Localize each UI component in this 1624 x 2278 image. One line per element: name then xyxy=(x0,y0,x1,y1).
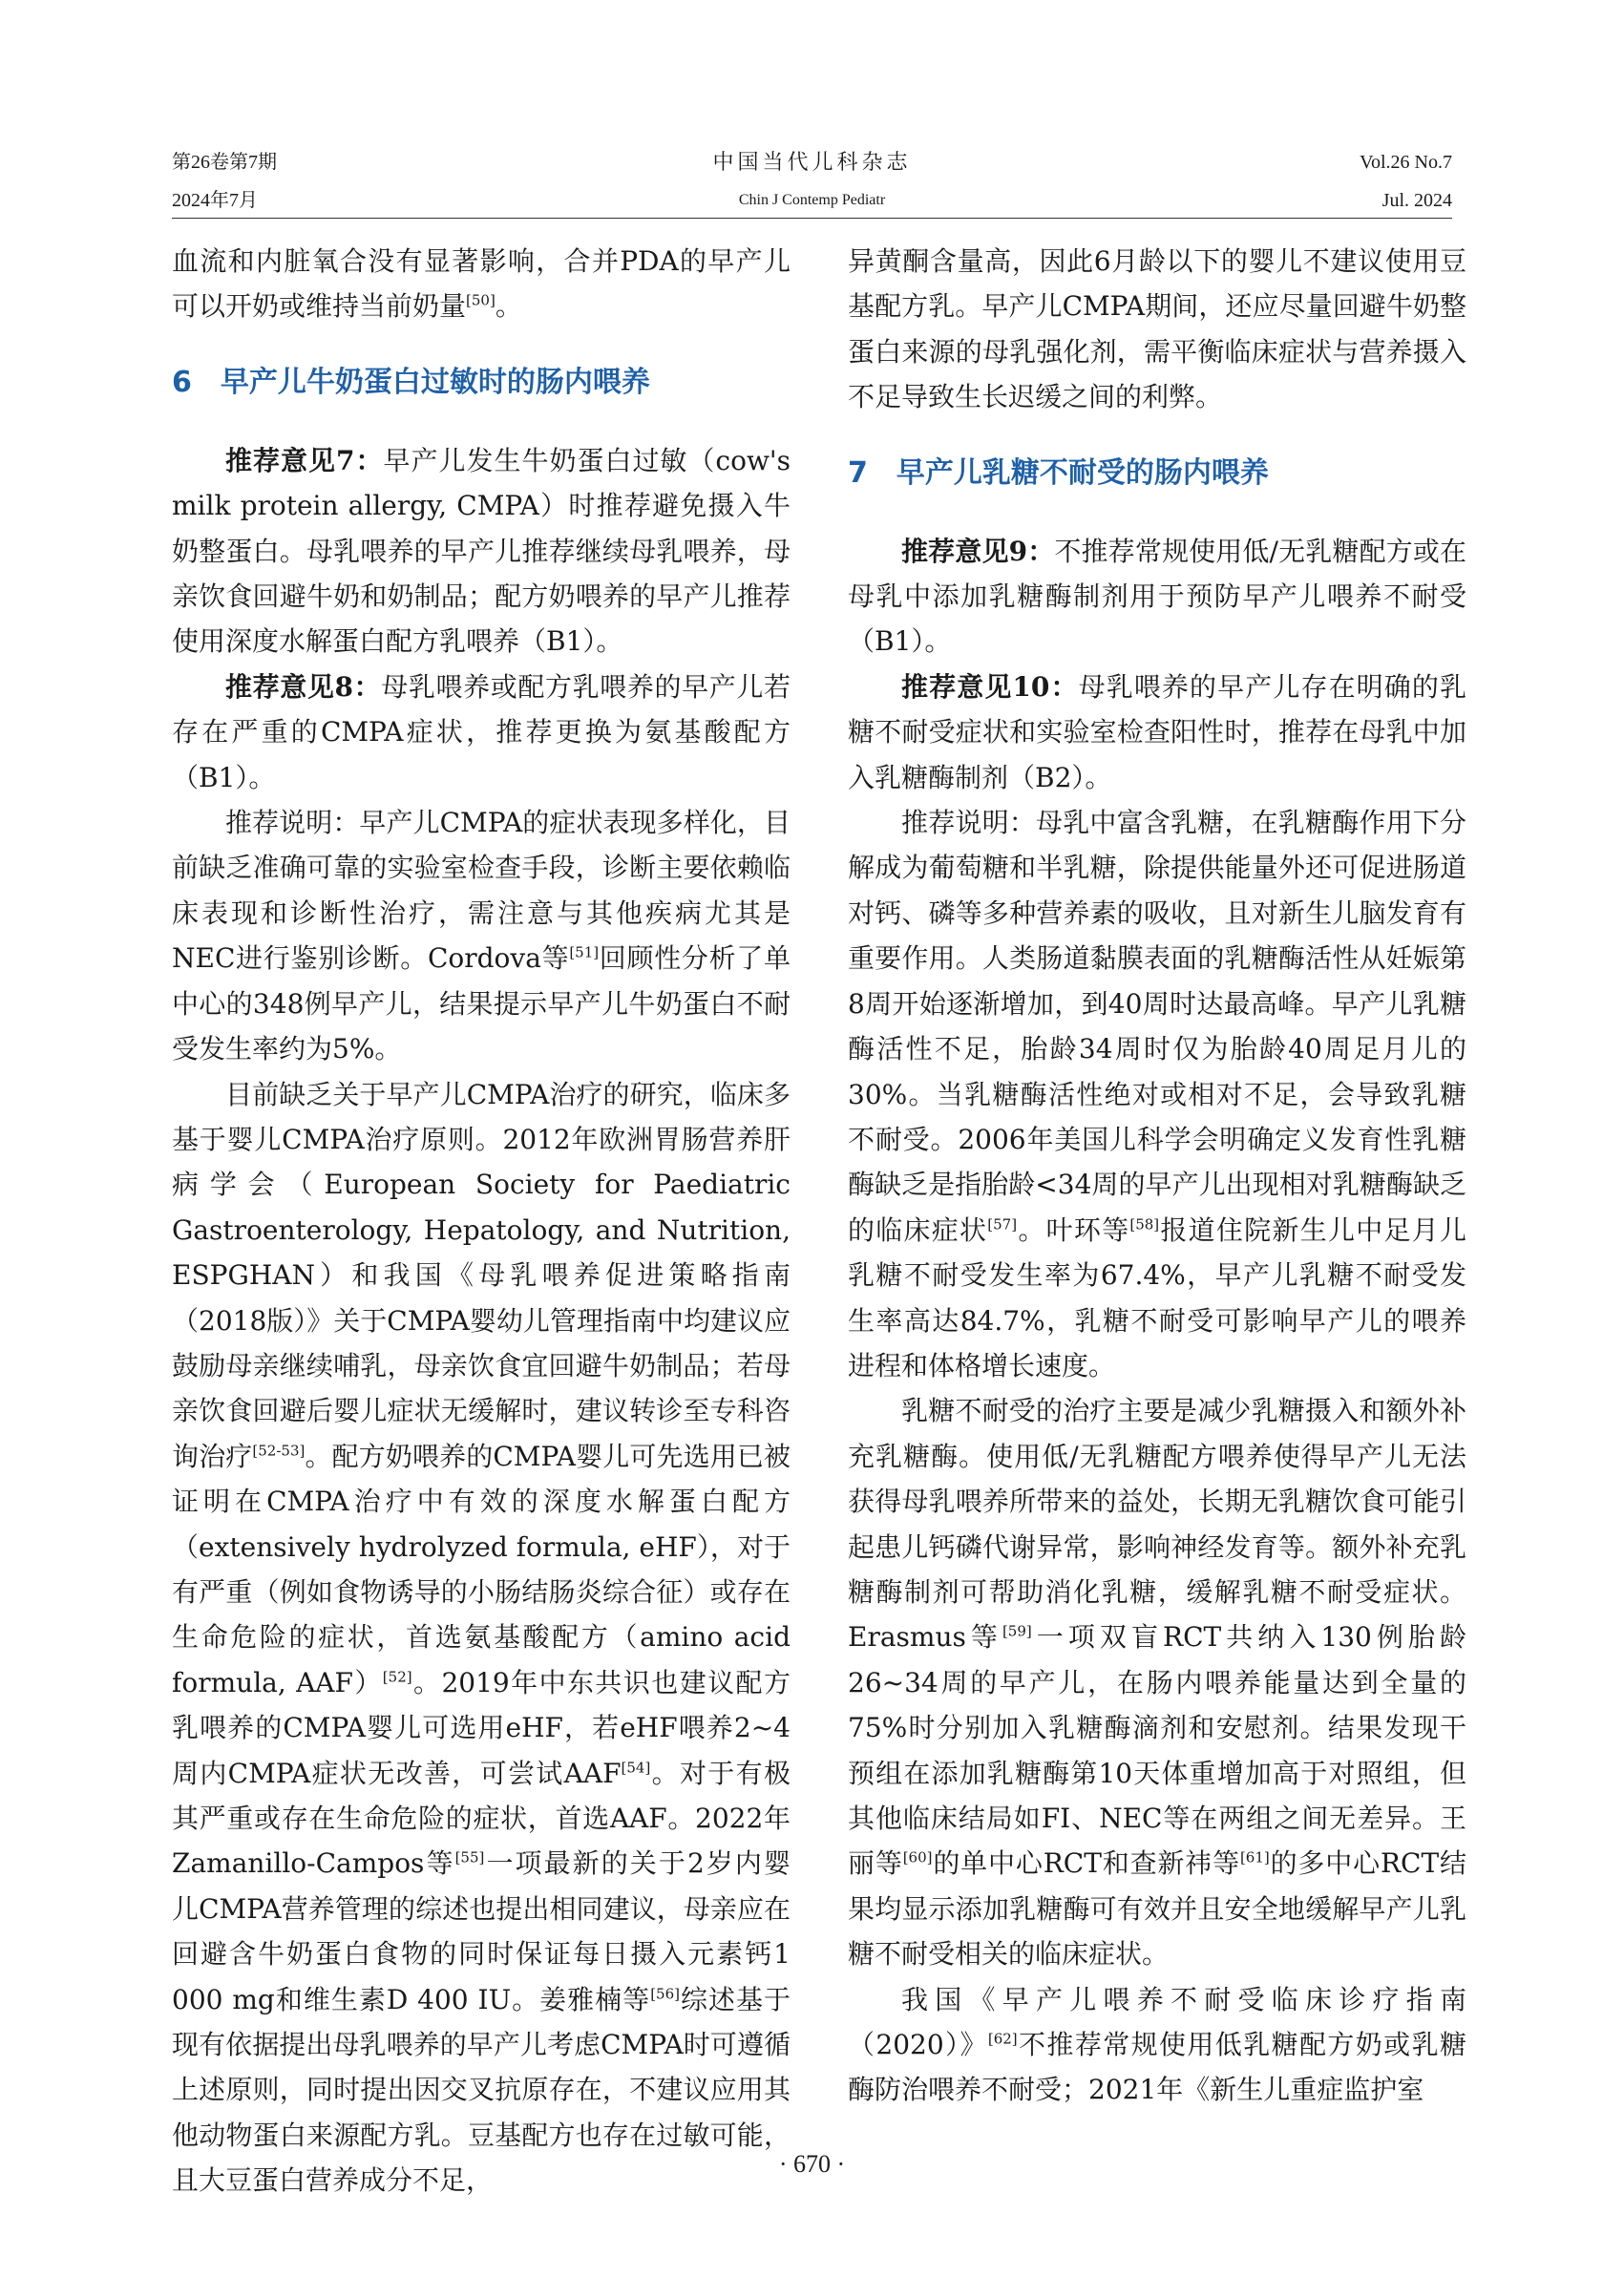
citation: [61] xyxy=(1239,1849,1270,1867)
citation: [62] xyxy=(987,2030,1018,2048)
page-number: · 670 · xyxy=(778,2150,846,2178)
issue-date: 2024年7月 xyxy=(172,190,258,211)
paragraph: 乳糖不耐受的治疗主要是减少乳糖摄入和额外补充乳糖酶。使用低/无乳糖配方喂养使得早产儿无法获得母乳喂养所带来的益处，长期无乳糖饮食可能引起患儿钙磷代谢异常，影响神经发育等。额外补充乳糖酶制剂可帮助消化乳糖，缓解乳糖不耐受症状。Erasmus等[59]一项双盲RCT共纳入130例胎龄26~34周的早产儿，在肠内喂养能量达到全量的75%时分别加入乳糖酶滴剂和安慰剂。结果发现干预组在添加乳糖酶第10天体重增加高于对照组，但其他临床结局如FI、NEC等在两组之间无差异。王丽等[60]的单中心RCT和查新祎等[61]的多中心RCT结果均显示添加乳糖酶可有效并且安全地缓解早产儿乳糖不耐受相关的临床症状。 xyxy=(848,1395,1466,1971)
journal-volume-en xyxy=(1360,143,1452,220)
citation: [52-53] xyxy=(252,1442,306,1460)
paragraph: 推荐说明：早产儿CMPA的症状表现多样化，目前缺乏准确可靠的实验室检查手段，诊断主要依赖临床表现和诊断性治疗，需注意与其他疾病尤其是NEC进行鉴别诊断。Cordova等[51]回顾性分析了单中心的348例早产儿，结果提示早产儿牛奶蛋白不耐受发生率约为5%。 xyxy=(172,807,791,1065)
citation: [55] xyxy=(454,1849,485,1867)
citation: [58] xyxy=(1129,1215,1160,1234)
journal-title-cn: 中国当代儿科杂志 xyxy=(712,150,912,174)
recommendation-9: 推荐意见9：不推荐常规使用低/无乳糖配方或在母乳中添加乳糖酶制剂用于预防早产儿喂养不耐受（B1）。 xyxy=(848,535,1467,658)
citation: [54] xyxy=(621,1759,651,1777)
left-column xyxy=(172,239,791,2204)
citation: [60] xyxy=(902,1849,933,1867)
right-column xyxy=(848,239,1466,2113)
citation: [51] xyxy=(569,943,600,961)
citation: [57] xyxy=(987,1215,1018,1234)
section-6-heading: 6 早产儿牛奶蛋白过敏时的肠内喂养 xyxy=(172,365,650,399)
recommendation-7: 推荐意见7：早产儿发生牛奶蛋白过敏（cow's milk protein allergy, CMPA）时推荐避免摄入牛奶整蛋白。母乳喂养的早产儿推荐继续母乳喂养，母亲饮食回避牛奶和奶制品；配方奶喂养的早产儿推荐使用深度水解蛋白配方乳喂养（B1）。 xyxy=(172,444,791,658)
paragraph: 血流和内脏氧合没有显著影响，合并PDA的早产儿可以开奶或维持当前奶量[50]。 xyxy=(172,245,791,323)
volume-issue-en: Vol.26 No.7 xyxy=(1360,152,1452,173)
citation: [56] xyxy=(650,1985,680,2003)
header-divider xyxy=(172,218,1452,219)
paragraph: 目前缺乏关于早产儿CMPA治疗的研究，临床多基于婴儿CMPA治疗原则。2012年欧洲胃肠营养肝病学会（European Society for Paediatric Gastroenterology, Hepatology, and Nutrition, ESPGHAN）和我国《母乳喂养促进策略指南（2018版）》关于CMPA婴幼儿管理指南中均建议应鼓励母亲继续哺乳，母亲饮食宜回避牛奶制品；若母亲饮食回避后婴儿症状无缓解时，建议转诊至专科咨询治疗[52-53]。配方奶喂养的CMPA婴儿可先选用已被证明在CMPA治疗中有效的深度水解蛋白配方（extensively hydrolyzed formula, eHF），对于有严重（例如食物诱导的小肠结肠炎综合征）或存在生命危险的症状，首选氨基酸配方（amino acid formula, AAF）[52]。2019年中东共识也建议配方乳喂养的CMPA婴儿可选用eHF，若eHF喂养2~4周内CMPA症状无改善，可尝试AAF[54]。对于有极其严重或存在生命危险的症状，首选AAF。2022年Zamanillo-Campos等[55]一项最新的关于2岁内婴儿CMPA营养管理的综述也提出相同建议，母亲应在回避含牛奶蛋白食物的同时保证每日摄入元素钙1 000 mg和维生素D 400 IU。姜雅楠等[56]综述基于现有依据提出母乳喂养的早产儿考虑CMPA时可遵循上述原则，同时提出因交叉抗原存在，不建议应用其他动物蛋白来源配方乳。豆基配方也存在过敏可能，且大豆蛋白营养成分不足， xyxy=(172,1078,791,2197)
paragraph: 我国《早产儿喂养不耐受临床诊疗指南（2020）》[62]不推荐常规使用低乳糖配方奶或乳糖酶防治喂养不耐受；2021年《新生儿重症监护室 xyxy=(848,1983,1466,2106)
issue-date-en: Jul. 2024 xyxy=(1381,190,1452,211)
citation: [50] xyxy=(466,292,496,310)
recommendation-10: 推荐意见10：母乳喂养的早产儿存在明确的乳糖不耐受症状和实验室检查阳性时，推荐在母乳中加入乳糖酶制剂（B2）。 xyxy=(848,670,1466,793)
citation: [59] xyxy=(1002,1623,1032,1641)
journal-title-en: Chin J Contemp Pediatr xyxy=(738,192,886,208)
section-7-heading: 7 早产儿乳糖不耐受的肠内喂养 xyxy=(848,455,1269,490)
paragraph: 异黄酮含量高，因此6月龄以下的婴儿不建议使用豆基配方乳。早产儿CMPA期间，还应尽量回避牛奶整蛋白来源的母乳强化剂，需平衡临床症状与营养摄入不足导致生长迟缓之间的利弊。 xyxy=(848,245,1466,413)
paragraph: 推荐说明：母乳中富含乳糖，在乳糖酶作用下分解成为葡萄糖和半乳糖，除提供能量外还可促进肠道对钙、磷等多种营养素的吸收，且对新生儿脑发育有重要作用。人类肠道黏膜表面的乳糖酶活性从妊娠第8周开始逐渐增加，到40周时达最高峰。早产儿乳糖酶活性不足，胎龄34周时仅为胎龄40周足月儿的30%。当乳糖酶活性绝对或相对不足，会导致乳糖不耐受。2006年美国儿科学会明确定义发育性乳糖酶缺乏是指胎龄<34周的早产儿出现相对乳糖酶缺乏的临床症状[57]。叶环等[58]报道住院新生儿中足月儿乳糖不耐受发生率为67.4%，早产儿乳糖不耐受发生率高达84.7%，乳糖不耐受可影响早产儿的喂养进程和体格增长速度。 xyxy=(848,807,1466,1382)
volume-issue: 第26卷第7期 xyxy=(172,152,277,173)
citation: [52] xyxy=(382,1668,412,1686)
recommendation-8: 推荐意见8：母乳喂养或配方乳喂养的早产儿若存在严重的CMPA症状，推荐更换为氨基酸配方（B1）。 xyxy=(172,670,791,793)
